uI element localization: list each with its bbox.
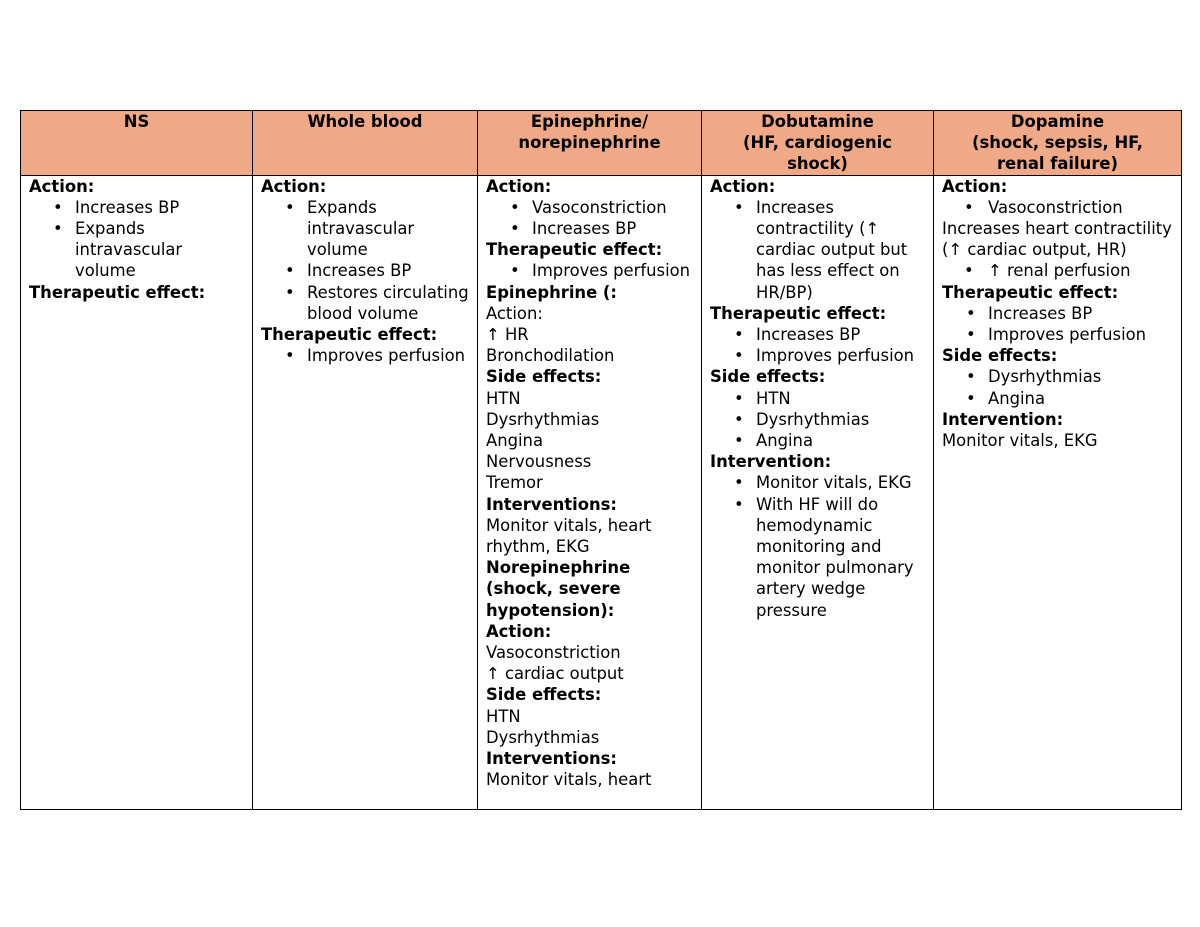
list-item <box>486 260 693 281</box>
header-whole-blood <box>253 111 478 176</box>
epinephrine-side-line: Angina <box>486 431 543 451</box>
header-dopamine-line-3: renal failure) <box>996 154 1119 174</box>
list-item <box>942 260 1173 281</box>
list-item <box>942 324 1173 345</box>
list-item <box>486 218 693 239</box>
list-item <box>710 472 925 493</box>
dopamine-side-item: Dysrhythmias <box>988 367 1102 387</box>
bullet-icon: • <box>734 409 744 429</box>
norepinephrine-interventions-text: Monitor vitals, heart <box>486 770 652 790</box>
ns-therapeutic-title: Therapeutic effect: <box>29 282 206 302</box>
norepinephrine-action-line: Vasoconstriction <box>486 643 621 663</box>
header-dopamine-line-1: Dopamine <box>1010 112 1105 131</box>
epinephrine-side-line: Tremor <box>486 473 543 493</box>
list-item <box>29 197 244 218</box>
dobutamine-intervention-item: With HF will do hemodynamic monitoring and monitor pulmonary artery wedge pressure <box>756 494 914 620</box>
norepinephrine-action-title: Action: <box>486 621 552 641</box>
list-item <box>710 494 925 621</box>
dopamine-action-item: Vasoconstriction <box>988 197 1123 217</box>
dopamine-therapeutic-list <box>942 303 1173 345</box>
epinephrine-interventions-title: Interventions: <box>486 494 617 514</box>
ns-action-list <box>29 197 244 282</box>
bullet-icon: • <box>53 219 63 239</box>
dopamine-action-title: Action: <box>942 176 1008 196</box>
bullet-icon: • <box>966 367 976 387</box>
header-dobutamine-line-1: Dobutamine <box>761 112 874 131</box>
bullet-icon: • <box>734 388 744 408</box>
list-item <box>710 324 925 345</box>
list-item <box>710 388 925 409</box>
list-item <box>710 430 925 451</box>
dobutamine-intervention-title: Intervention: <box>710 452 832 472</box>
list-item <box>710 345 925 366</box>
dobutamine-action-item: Increases contractility (↑ cardiac output but has less effect on HR/BP) <box>756 197 908 302</box>
dopamine-action-item: ↑ renal perfusion <box>988 261 1131 281</box>
cell-epinephrine <box>478 175 702 809</box>
dobutamine-side-item: Dysrhythmias <box>756 409 870 429</box>
bullet-icon: • <box>734 325 744 345</box>
epi-action-item: Vasoconstriction <box>532 197 667 217</box>
bullet-icon: • <box>964 197 974 217</box>
dopamine-side-title: Side effects: <box>942 346 1058 366</box>
cell-dobutamine <box>702 175 934 809</box>
dobutamine-action-title: Action: <box>710 176 776 196</box>
bullet-icon: • <box>285 197 295 217</box>
whole-blood-action-item: Expands intravascular volume <box>307 197 415 260</box>
header-dopamine <box>934 111 1182 176</box>
epinephrine-action-line: ↑ HR <box>486 325 529 345</box>
header-ns-line: NS <box>123 112 150 131</box>
bullet-icon: • <box>734 197 744 217</box>
bullet-icon: • <box>510 197 520 217</box>
dobutamine-side-title: Side effects: <box>710 367 826 387</box>
dopamine-therapeutic-item: Increases BP <box>988 303 1093 323</box>
dobutamine-side-item: Angina <box>756 431 813 451</box>
whole-blood-therapeutic-title: Therapeutic effect: <box>261 325 438 345</box>
header-dobutamine <box>702 111 934 176</box>
dobutamine-therapeutic-item: Increases BP <box>756 325 861 345</box>
cell-whole-blood <box>253 175 478 809</box>
list-item <box>261 260 469 281</box>
norepinephrine-subtitle: Norepinephrine (shock, severe hypotension): <box>486 558 631 620</box>
list-item <box>261 282 469 324</box>
whole-blood-action-list <box>261 197 469 324</box>
epi-therapeutic-item: Improves perfusion <box>532 261 691 281</box>
bullet-icon: • <box>285 282 295 302</box>
epinephrine-action-line: Bronchodilation <box>486 346 615 366</box>
dopamine-side-list <box>942 366 1173 408</box>
bullet-icon: • <box>964 261 974 281</box>
header-whole-blood-line: Whole blood <box>307 112 423 131</box>
norepinephrine-side-line: HTN <box>486 706 521 726</box>
dobutamine-side-item: HTN <box>756 388 791 408</box>
epi-therapeutic-list <box>486 260 693 281</box>
list-item <box>942 197 1173 218</box>
dobutamine-side-list <box>710 388 925 452</box>
bullet-icon: • <box>966 388 976 408</box>
whole-blood-action-item: Restores circulating blood volume <box>307 282 469 323</box>
dopamine-therapeutic-title: Therapeutic effect: <box>942 282 1119 302</box>
whole-blood-therapeutic-list <box>261 345 469 366</box>
dopamine-intervention-text: Monitor vitals, EKG <box>942 431 1098 451</box>
norepinephrine-side-title: Side effects: <box>486 685 602 705</box>
dopamine-side-item: Angina <box>988 388 1045 408</box>
dopamine-action-text: Increases heart contractility (↑ cardiac output, HR) <box>942 219 1172 260</box>
bullet-icon: • <box>966 303 976 323</box>
whole-blood-action-title: Action: <box>261 176 327 196</box>
header-dobutamine-line-2: (HF, cardiogenic <box>742 133 893 153</box>
bullet-icon: • <box>53 197 63 217</box>
whole-blood-therapeutic-item: Improves perfusion <box>307 346 466 366</box>
epinephrine-interventions-text: Monitor vitals, heart rhythm, EKG <box>486 515 652 557</box>
norepinephrine-action-line: ↑ cardiac output <box>486 664 624 684</box>
header-epinephrine-line-2: norepinephrine <box>518 133 661 153</box>
dobutamine-therapeutic-list <box>710 324 925 366</box>
epinephrine-side-title: Side effects: <box>486 367 602 387</box>
dopamine-therapeutic-item: Improves perfusion <box>988 325 1147 345</box>
list-item <box>29 218 244 282</box>
list-item <box>261 197 469 261</box>
list-item <box>486 197 693 218</box>
norepinephrine-side-line: Dysrhythmias <box>486 727 600 747</box>
drug-comparison-table <box>20 110 1182 810</box>
dobutamine-therapeutic-title: Therapeutic effect: <box>710 303 887 323</box>
cell-dopamine <box>934 175 1182 809</box>
epinephrine-action-label: Action: <box>486 303 543 323</box>
list-item <box>261 345 469 366</box>
content-row <box>21 175 1182 809</box>
epinephrine-side-line: Dysrhythmias <box>486 409 600 429</box>
bullet-icon: • <box>966 325 976 345</box>
header-epinephrine <box>478 111 702 176</box>
header-row <box>21 111 1182 176</box>
list-item <box>942 366 1173 387</box>
dobutamine-intervention-list <box>710 472 925 620</box>
header-epinephrine-line-1: Epinephrine/ <box>530 112 649 131</box>
header-ns <box>21 111 253 176</box>
list-item <box>942 303 1173 324</box>
header-dopamine-line-2: (shock, sepsis, HF, <box>972 133 1143 153</box>
epinephrine-subtitle: Epinephrine (: <box>486 282 617 302</box>
dobutamine-therapeutic-item: Improves perfusion <box>756 346 915 366</box>
epinephrine-side-line: HTN <box>486 388 521 408</box>
epi-action-list <box>486 197 693 239</box>
epi-action-title: Action: <box>486 176 552 196</box>
header-dobutamine-line-3: shock) <box>787 154 848 174</box>
dopamine-intervention-title: Intervention: <box>942 409 1064 429</box>
ns-action-item: Expands intravascular volume <box>75 219 183 281</box>
whole-blood-action-item: Increases BP <box>307 261 412 281</box>
dopamine-action-list-2 <box>942 260 1173 281</box>
ns-action-item: Increases BP <box>75 197 180 217</box>
bullet-icon: • <box>734 473 744 493</box>
bullet-icon: • <box>510 219 520 239</box>
bullet-icon: • <box>285 346 295 366</box>
bullet-icon: • <box>510 261 520 281</box>
bullet-icon: • <box>734 431 744 451</box>
norepinephrine-interventions-title: Interventions: <box>486 749 617 769</box>
epi-therapeutic-title: Therapeutic effect: <box>486 240 663 260</box>
epinephrine-side-line: Nervousness <box>486 452 592 472</box>
list-item <box>710 409 925 430</box>
dobutamine-action-list <box>710 197 925 303</box>
dobutamine-intervention-item: Monitor vitals, EKG <box>756 473 912 493</box>
dopamine-action-list <box>942 197 1173 218</box>
bullet-icon: • <box>734 494 744 514</box>
bullet-icon: • <box>285 261 295 281</box>
list-item <box>710 197 925 303</box>
cell-ns <box>21 175 253 809</box>
bullet-icon: • <box>734 346 744 366</box>
list-item <box>942 388 1173 409</box>
epi-action-item: Increases BP <box>532 219 637 239</box>
ns-action-title: Action: <box>29 176 95 196</box>
